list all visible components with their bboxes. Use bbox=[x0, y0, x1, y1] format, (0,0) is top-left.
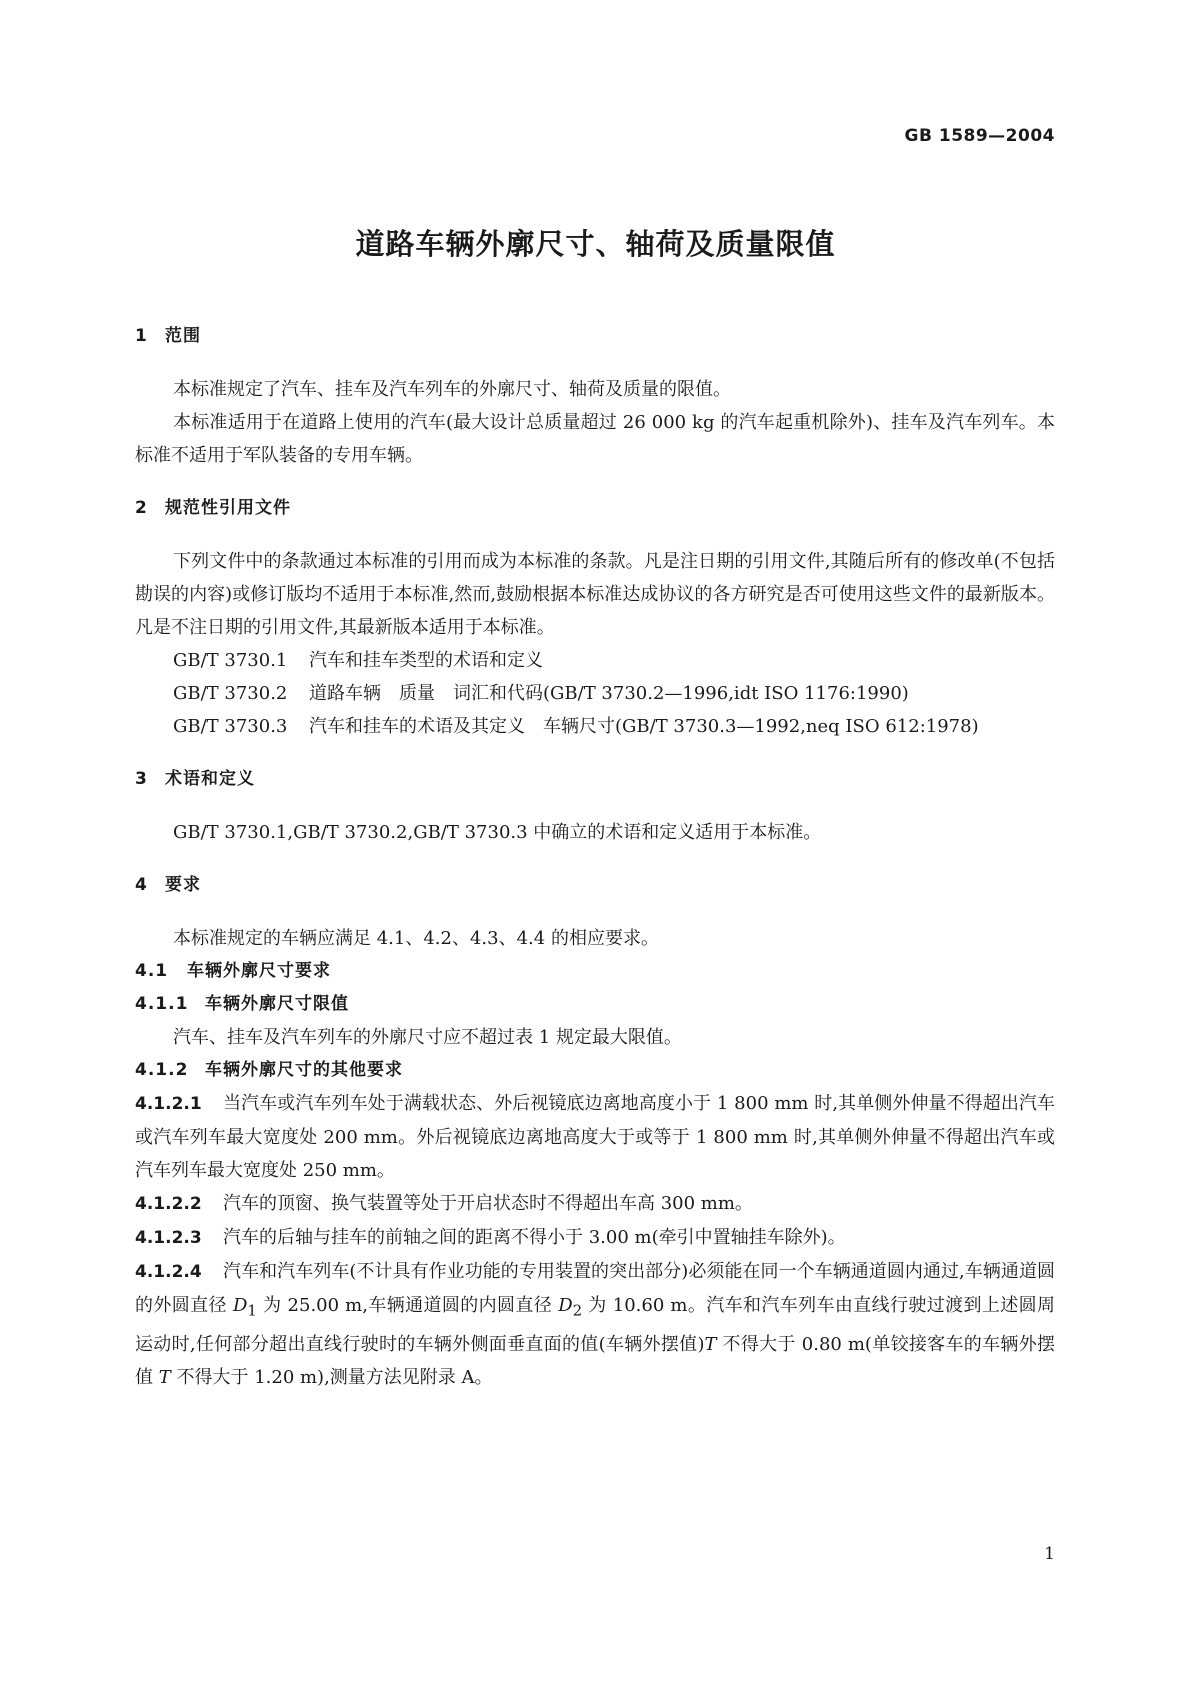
document-title: 道路车辆外廓尺寸、轴荷及质量限值 bbox=[355, 227, 836, 261]
clause-number: 4.1.2.3 bbox=[135, 1228, 202, 1248]
paragraph: GB/T 3730.1,GB/T 3730.2,GB/T 3730.3 中确立的术语和定义适用于本标准。 bbox=[173, 822, 822, 843]
clause-4-1-2-4 bbox=[135, 1255, 1055, 1394]
paragraph: 下列文件中的条款通过本标准的引用而成为本标准的条款。凡是注日期的引用文件,其随后所有的修改单(不包括勘误的内容)或修订版均不适用于本标准,然而,鼓励根据本标准达成协议的各方研究是否可使用这些文件的最新版本。凡是不注日期的引用文件,其最新版本适用于本标准。 bbox=[135, 551, 1055, 638]
section-title: 要求 bbox=[165, 875, 201, 895]
clause-number: 4.1.2.4 bbox=[135, 1262, 202, 1282]
symbol-t: T bbox=[158, 1366, 171, 1388]
section-title: 术语和定义 bbox=[165, 769, 255, 789]
reference-item bbox=[135, 710, 1055, 743]
section-number: 4 bbox=[135, 875, 148, 895]
reference-code: GB/T 3730.2 bbox=[173, 683, 288, 704]
section-number: 2 bbox=[135, 498, 148, 518]
clause-4-1-2-2 bbox=[135, 1187, 1055, 1221]
clause-number: 4.1.2.1 bbox=[135, 1094, 202, 1114]
section-title: 规范性引用文件 bbox=[165, 498, 291, 518]
symbol-t: T bbox=[704, 1333, 717, 1355]
section-number: 4.1 bbox=[135, 961, 169, 981]
clause-text: 汽车的后轴与挂车的前轴之间的距离不得小于 3.00 m(牵引中置轴挂车除外)。 bbox=[223, 1227, 846, 1248]
section-4-1-1-heading bbox=[135, 988, 1055, 1021]
section-4-1-2-heading bbox=[135, 1054, 1055, 1087]
clause-4-1-2-3 bbox=[135, 1221, 1055, 1255]
clause-text: 汽车和汽车列车(不计具有作业功能的专用装置的突出部分)必须能在同一个车辆通道圆内通过,车辆通道圆的外圆直径 bbox=[135, 1261, 1055, 1316]
subscript: 1 bbox=[247, 1301, 257, 1320]
section-2-heading bbox=[135, 492, 1055, 525]
section-title: 范围 bbox=[165, 326, 201, 346]
section-3-heading bbox=[135, 763, 1055, 796]
clause-4-1-2-1 bbox=[135, 1087, 1055, 1187]
paragraph: 汽车、挂车及汽车列车的外廓尺寸应不超过表 1 规定最大限值。 bbox=[173, 1027, 682, 1048]
reference-item bbox=[135, 677, 1055, 710]
clause-text: 当汽车或汽车列车处于满载状态、外后视镜底边离地高度小于 1 800 mm 时,其单侧外伸量不得超出汽车或汽车列车最大宽度处 200 mm。外后视镜底边离地高度大于或等于 1 800 mm 时,其单侧外伸量不得超出汽车或汽车列车最大宽度处 250 mm。 bbox=[135, 1093, 1055, 1181]
section-number: 4.1.2 bbox=[135, 1060, 189, 1080]
section-1-heading bbox=[135, 320, 1055, 353]
symbol-d: D bbox=[558, 1295, 573, 1316]
reference-item bbox=[135, 644, 1055, 677]
symbol-d: D bbox=[232, 1295, 248, 1316]
clause-text: 不得大于 0.80 m(单铰接客车的车辆外摆值 bbox=[135, 1333, 1055, 1388]
section-title: 车辆外廓尺寸限值 bbox=[205, 994, 349, 1014]
clause-text: 为 25.00 m,车辆通道圆的内圆直径 bbox=[256, 1295, 559, 1316]
clause-number: 4.1.2.2 bbox=[135, 1194, 202, 1214]
subscript: 2 bbox=[572, 1301, 583, 1320]
paragraph: 本标准适用于在道路上使用的汽车(最大设计总质量超过 26 000 kg 的汽车起重机除外)、挂车及汽车列车。本标准不适用于军队装备的专用车辆。 bbox=[135, 412, 1055, 466]
clause-text: 汽车的顶窗、换气装置等处于开启状态时不得超出车高 300 mm。 bbox=[223, 1193, 753, 1214]
section-number: 3 bbox=[135, 769, 148, 789]
reference-title: 道路车辆 质量 词汇和代码(GB/T 3730.2—1996,idt ISO 1176:1990) bbox=[309, 683, 909, 704]
clause-text: 不得大于 1.20 m),测量方法见附录 A。 bbox=[170, 1366, 493, 1388]
section-number: 4.1.1 bbox=[135, 994, 189, 1014]
section-title: 车辆外廓尺寸要求 bbox=[187, 961, 331, 981]
section-4-heading bbox=[135, 869, 1055, 902]
reference-code: GB/T 3730.3 bbox=[173, 716, 288, 737]
section-number: 1 bbox=[135, 326, 148, 346]
clause-text: 为 10.60 m。汽车和汽车列车由直线行驶过渡到上述圆周运动时,任何部分超出直线行驶时的车辆外侧面垂直面的值(车辆外摆值) bbox=[135, 1295, 1055, 1355]
document-body bbox=[135, 320, 1055, 1394]
section-4-1-heading bbox=[135, 955, 1055, 988]
section-title: 车辆外廓尺寸的其他要求 bbox=[205, 1060, 403, 1080]
paragraph: 本标准规定了汽车、挂车及汽车列车的外廓尺寸、轴荷及质量的限值。 bbox=[173, 379, 731, 400]
standard-code: GB 1589—2004 bbox=[904, 126, 1055, 146]
reference-code: GB/T 3730.1 bbox=[173, 650, 288, 671]
reference-title: 汽车和挂车的术语及其定义 车辆尺寸(GB/T 3730.3—1992,neq ISO 612:1978) bbox=[309, 716, 979, 737]
reference-title: 汽车和挂车类型的术语和定义 bbox=[309, 650, 543, 671]
paragraph: 本标准规定的车辆应满足 4.1、4.2、4.3、4.4 的相应要求。 bbox=[173, 928, 659, 949]
page-number: 1 bbox=[1044, 1544, 1055, 1564]
